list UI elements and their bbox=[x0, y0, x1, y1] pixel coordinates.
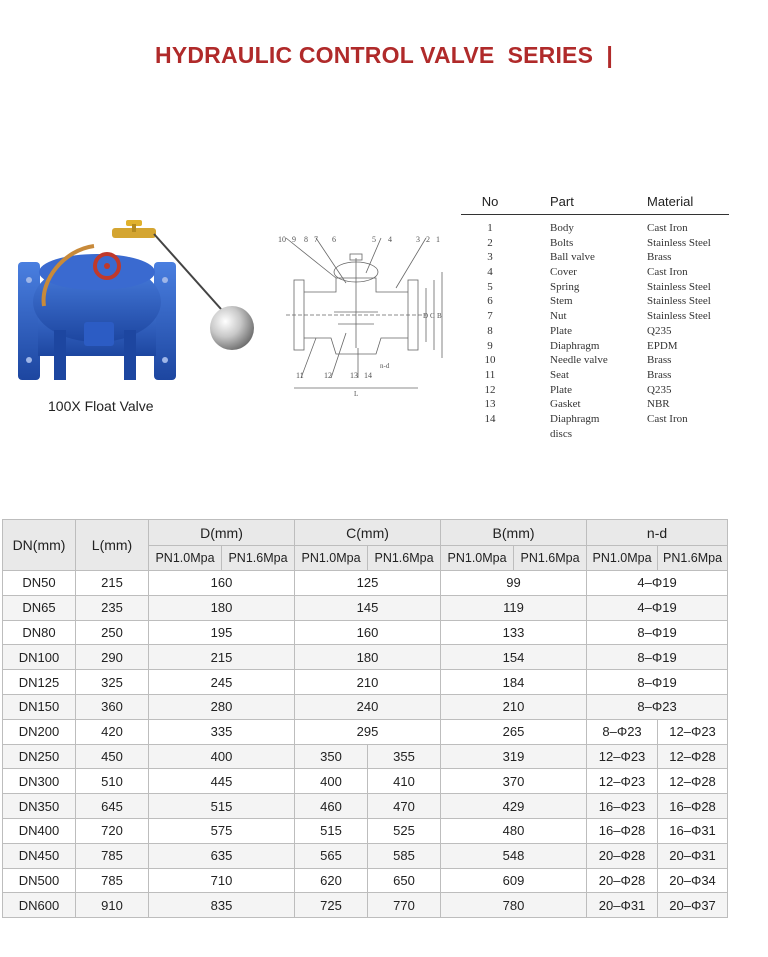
header-l: L(mm) bbox=[76, 520, 149, 571]
nd-cell: 16–Φ31 bbox=[658, 818, 728, 843]
part-no: 3 bbox=[487, 251, 493, 264]
dn-cell: DN450 bbox=[3, 843, 76, 868]
c-cell: 125 bbox=[295, 571, 441, 596]
parts-row bbox=[461, 309, 729, 324]
spec-row bbox=[3, 595, 728, 620]
d-cell: 710 bbox=[149, 868, 295, 893]
b-cell: 429 bbox=[441, 794, 587, 819]
subheader-pressure: PN1.0Mpa bbox=[587, 546, 658, 571]
parts-row bbox=[461, 280, 729, 295]
header-c: C(mm) bbox=[295, 520, 441, 546]
product-caption: 100X Float Valve bbox=[48, 398, 154, 414]
parts-row bbox=[461, 265, 729, 280]
length-cell: 510 bbox=[76, 769, 149, 794]
nd-cell: 8–Φ23 bbox=[587, 719, 658, 744]
spec-row bbox=[3, 893, 728, 918]
b-cell: 133 bbox=[441, 620, 587, 645]
drawing-top-labels bbox=[278, 235, 440, 244]
part-no: 4 bbox=[487, 266, 493, 279]
header-nd: n-d bbox=[587, 520, 728, 546]
nd-cell: 12–Φ23 bbox=[587, 769, 658, 794]
part-material: EPDM bbox=[647, 339, 678, 352]
valve-cross-section-drawing bbox=[276, 228, 451, 400]
part-name: Stem bbox=[550, 295, 573, 308]
part-callout-label: 7 bbox=[314, 235, 318, 244]
c-cell: 145 bbox=[295, 595, 441, 620]
parts-row bbox=[461, 324, 729, 339]
part-no: 14 bbox=[484, 412, 496, 425]
float-valve-illustration bbox=[14, 210, 274, 390]
dn-cell: DN125 bbox=[3, 670, 76, 695]
b-cell: 210 bbox=[441, 694, 587, 719]
part-name: Needle valve bbox=[550, 354, 608, 367]
parts-row bbox=[461, 339, 729, 354]
b-cell: 319 bbox=[441, 744, 587, 769]
part-no: 6 bbox=[487, 295, 493, 308]
c-cell: 240 bbox=[295, 694, 441, 719]
d-cell: 575 bbox=[149, 818, 295, 843]
b-cell: 548 bbox=[441, 843, 587, 868]
part-no: 11 bbox=[484, 368, 496, 381]
dimension-label: L bbox=[354, 390, 359, 398]
spec-row bbox=[3, 670, 728, 695]
d-cell: 835 bbox=[149, 893, 295, 918]
part-callout-label: 12 bbox=[324, 371, 332, 380]
c-cell: 180 bbox=[295, 645, 441, 670]
part-callout-label: 10 bbox=[278, 235, 286, 244]
parts-row bbox=[461, 236, 729, 251]
drawing-bottom-labels bbox=[296, 371, 372, 380]
part-callout-label: 8 bbox=[304, 235, 308, 244]
c-cell: 620 bbox=[295, 868, 368, 893]
part-material: Stainless Steel bbox=[647, 295, 711, 308]
dn-cell: DN300 bbox=[3, 769, 76, 794]
part-no: 10 bbox=[484, 354, 496, 367]
dn-cell: DN100 bbox=[3, 645, 76, 670]
nd-cell: 4–Φ19 bbox=[587, 595, 728, 620]
c-cell: 355 bbox=[368, 744, 441, 769]
parts-table-header bbox=[461, 194, 729, 215]
d-cell: 245 bbox=[149, 670, 295, 695]
part-callout-label: 13 bbox=[350, 371, 358, 380]
d-cell: 280 bbox=[149, 694, 295, 719]
subheader-pressure: PN1.6Mpa bbox=[222, 546, 295, 571]
dn-cell: DN65 bbox=[3, 595, 76, 620]
spec-row bbox=[3, 769, 728, 794]
d-cell: 515 bbox=[149, 794, 295, 819]
part-callout-label: 3 bbox=[416, 235, 420, 244]
part-name: Bolts bbox=[550, 236, 574, 249]
subheader-pressure: PN1.0Mpa bbox=[295, 546, 368, 571]
part-material: Cast Iron bbox=[647, 412, 688, 425]
part-material: Q235 bbox=[647, 383, 672, 396]
nd-cell: 8–Φ19 bbox=[587, 620, 728, 645]
spec-row bbox=[3, 794, 728, 819]
length-cell: 250 bbox=[76, 620, 149, 645]
part-no: 7 bbox=[487, 310, 493, 323]
part-name: Seat bbox=[550, 368, 569, 381]
part-name: Gasket bbox=[550, 398, 581, 411]
dn-cell: DN150 bbox=[3, 694, 76, 719]
spec-row bbox=[3, 620, 728, 645]
part-callout-label: 2 bbox=[426, 235, 430, 244]
part-material: Q235 bbox=[647, 324, 672, 337]
c-cell: 410 bbox=[368, 769, 441, 794]
nd-cell: 16–Φ28 bbox=[587, 818, 658, 843]
header-d: D(mm) bbox=[149, 520, 295, 546]
spec-row bbox=[3, 868, 728, 893]
length-cell: 720 bbox=[76, 818, 149, 843]
spec-row bbox=[3, 818, 728, 843]
spec-row bbox=[3, 645, 728, 670]
d-cell: 180 bbox=[149, 595, 295, 620]
part-no: 13 bbox=[484, 398, 496, 411]
spec-row bbox=[3, 694, 728, 719]
parts-row bbox=[461, 250, 729, 265]
subheader-pressure: PN1.6Mpa bbox=[514, 546, 587, 571]
spec-row bbox=[3, 719, 728, 744]
length-cell: 290 bbox=[76, 645, 149, 670]
nd-cell: 20–Φ28 bbox=[587, 868, 658, 893]
subheader-pressure: PN1.6Mpa bbox=[368, 546, 441, 571]
part-name: Plate bbox=[550, 383, 572, 396]
dn-cell: DN50 bbox=[3, 571, 76, 596]
nd-cell: 16–Φ28 bbox=[658, 794, 728, 819]
dn-cell: DN200 bbox=[3, 719, 76, 744]
d-cell: 635 bbox=[149, 843, 295, 868]
length-cell: 785 bbox=[76, 868, 149, 893]
b-cell: 99 bbox=[441, 571, 587, 596]
nd-cell: 20–Φ28 bbox=[587, 843, 658, 868]
spec-row bbox=[3, 843, 728, 868]
spec-row bbox=[3, 571, 728, 596]
dimension-label: n-d bbox=[380, 362, 390, 370]
c-cell: 350 bbox=[295, 744, 368, 769]
c-cell: 470 bbox=[368, 794, 441, 819]
nd-cell: 4–Φ19 bbox=[587, 571, 728, 596]
part-name: Diaphragm bbox=[550, 339, 600, 352]
part-material: Brass bbox=[647, 368, 672, 381]
parts-material-table bbox=[461, 194, 729, 440]
part-name: Diaphragm discs bbox=[550, 412, 600, 440]
nd-cell: 8–Φ19 bbox=[587, 645, 728, 670]
parts-row bbox=[461, 383, 729, 398]
spec-table-body bbox=[3, 571, 728, 918]
dimension-label: C bbox=[430, 312, 435, 320]
length-cell: 360 bbox=[76, 694, 149, 719]
dn-cell: DN400 bbox=[3, 818, 76, 843]
part-material: Stainless Steel bbox=[647, 280, 711, 293]
subheader-pressure: PN1.0Mpa bbox=[149, 546, 222, 571]
b-cell: 265 bbox=[441, 719, 587, 744]
length-cell: 420 bbox=[76, 719, 149, 744]
length-cell: 910 bbox=[76, 893, 149, 918]
dn-cell: DN250 bbox=[3, 744, 76, 769]
part-no: 1 bbox=[487, 222, 493, 234]
part-callout-label: 6 bbox=[332, 235, 336, 244]
c-cell: 210 bbox=[295, 670, 441, 695]
subheader-pressure: PN1.0Mpa bbox=[441, 546, 514, 571]
c-cell: 770 bbox=[368, 893, 441, 918]
b-cell: 184 bbox=[441, 670, 587, 695]
c-cell: 460 bbox=[295, 794, 368, 819]
length-cell: 645 bbox=[76, 794, 149, 819]
c-cell: 725 bbox=[295, 893, 368, 918]
nd-cell: 20–Φ31 bbox=[658, 843, 728, 868]
dn-cell: DN600 bbox=[3, 893, 76, 918]
nd-cell: 20–Φ37 bbox=[658, 893, 728, 918]
part-name: Cover bbox=[550, 266, 577, 279]
dn-cell: DN500 bbox=[3, 868, 76, 893]
nd-cell: 12–Φ23 bbox=[587, 744, 658, 769]
b-cell: 780 bbox=[441, 893, 587, 918]
d-cell: 445 bbox=[149, 769, 295, 794]
dimension-label: D bbox=[423, 312, 429, 320]
length-cell: 785 bbox=[76, 843, 149, 868]
part-no: 9 bbox=[487, 339, 493, 352]
b-cell: 480 bbox=[441, 818, 587, 843]
header-material: Material bbox=[647, 194, 694, 209]
c-cell: 525 bbox=[368, 818, 441, 843]
part-no: 2 bbox=[487, 236, 493, 249]
part-no: 5 bbox=[487, 280, 493, 293]
parts-table-body bbox=[461, 215, 729, 440]
c-cell: 585 bbox=[368, 843, 441, 868]
nd-cell: 8–Φ23 bbox=[587, 694, 728, 719]
header-b: B(mm) bbox=[441, 520, 587, 546]
b-cell: 370 bbox=[441, 769, 587, 794]
nd-cell: 12–Φ28 bbox=[658, 744, 728, 769]
subheader-pressure: PN1.6Mpa bbox=[658, 546, 728, 571]
part-material: Stainless Steel bbox=[647, 236, 711, 249]
part-material: Cast Iron bbox=[647, 222, 688, 234]
part-callout-label: 4 bbox=[388, 235, 392, 244]
part-callout-label: 14 bbox=[364, 371, 372, 380]
length-cell: 215 bbox=[76, 571, 149, 596]
parts-row bbox=[461, 353, 729, 368]
d-cell: 335 bbox=[149, 719, 295, 744]
parts-row bbox=[461, 221, 729, 236]
d-cell: 400 bbox=[149, 744, 295, 769]
part-material: Brass bbox=[647, 354, 672, 367]
part-no: 8 bbox=[487, 324, 493, 337]
dn-cell: DN350 bbox=[3, 794, 76, 819]
length-cell: 235 bbox=[76, 595, 149, 620]
spec-row bbox=[3, 744, 728, 769]
c-cell: 650 bbox=[368, 868, 441, 893]
d-cell: 195 bbox=[149, 620, 295, 645]
nd-cell: 20–Φ31 bbox=[587, 893, 658, 918]
header-part: Part bbox=[550, 194, 574, 209]
part-material: NBR bbox=[647, 398, 670, 411]
parts-row bbox=[461, 294, 729, 309]
nd-cell: 16–Φ23 bbox=[587, 794, 658, 819]
nd-cell: 12–Φ28 bbox=[658, 769, 728, 794]
c-cell: 295 bbox=[295, 719, 441, 744]
part-callout-label: 1 bbox=[436, 235, 440, 244]
part-name: Plate bbox=[550, 324, 572, 337]
b-cell: 119 bbox=[441, 595, 587, 620]
part-callout-label: 11 bbox=[296, 371, 304, 380]
parts-row bbox=[461, 368, 729, 383]
part-name: Ball valve bbox=[550, 251, 595, 264]
nd-cell: 8–Φ19 bbox=[587, 670, 728, 695]
parts-row bbox=[461, 412, 729, 440]
dimension-spec-table bbox=[2, 519, 728, 918]
spec-header-row bbox=[3, 520, 728, 546]
dn-cell: DN80 bbox=[3, 620, 76, 645]
part-name: Nut bbox=[550, 310, 567, 323]
d-cell: 215 bbox=[149, 645, 295, 670]
part-material: Cast Iron bbox=[647, 266, 688, 279]
nd-cell: 12–Φ23 bbox=[658, 719, 728, 744]
c-cell: 160 bbox=[295, 620, 441, 645]
b-cell: 154 bbox=[441, 645, 587, 670]
header-dn: DN(mm) bbox=[3, 520, 76, 571]
header-no: No bbox=[481, 194, 499, 209]
dimension-label: B bbox=[437, 312, 442, 320]
parts-row bbox=[461, 397, 729, 412]
part-material: Brass bbox=[647, 251, 672, 264]
length-cell: 325 bbox=[76, 670, 149, 695]
d-cell: 160 bbox=[149, 571, 295, 596]
page-title: HYDRAULIC CONTROL VALVE SERIES | bbox=[155, 42, 613, 68]
c-cell: 515 bbox=[295, 818, 368, 843]
c-cell: 400 bbox=[295, 769, 368, 794]
part-name: Spring bbox=[550, 280, 580, 293]
part-callout-label: 9 bbox=[292, 235, 296, 244]
c-cell: 565 bbox=[295, 843, 368, 868]
part-callout-label: 5 bbox=[372, 235, 376, 244]
length-cell: 450 bbox=[76, 744, 149, 769]
part-material: Stainless Steel bbox=[647, 310, 711, 323]
b-cell: 609 bbox=[441, 868, 587, 893]
part-no: 12 bbox=[484, 383, 496, 396]
nd-cell: 20–Φ34 bbox=[658, 868, 728, 893]
part-name: Body bbox=[550, 222, 574, 234]
